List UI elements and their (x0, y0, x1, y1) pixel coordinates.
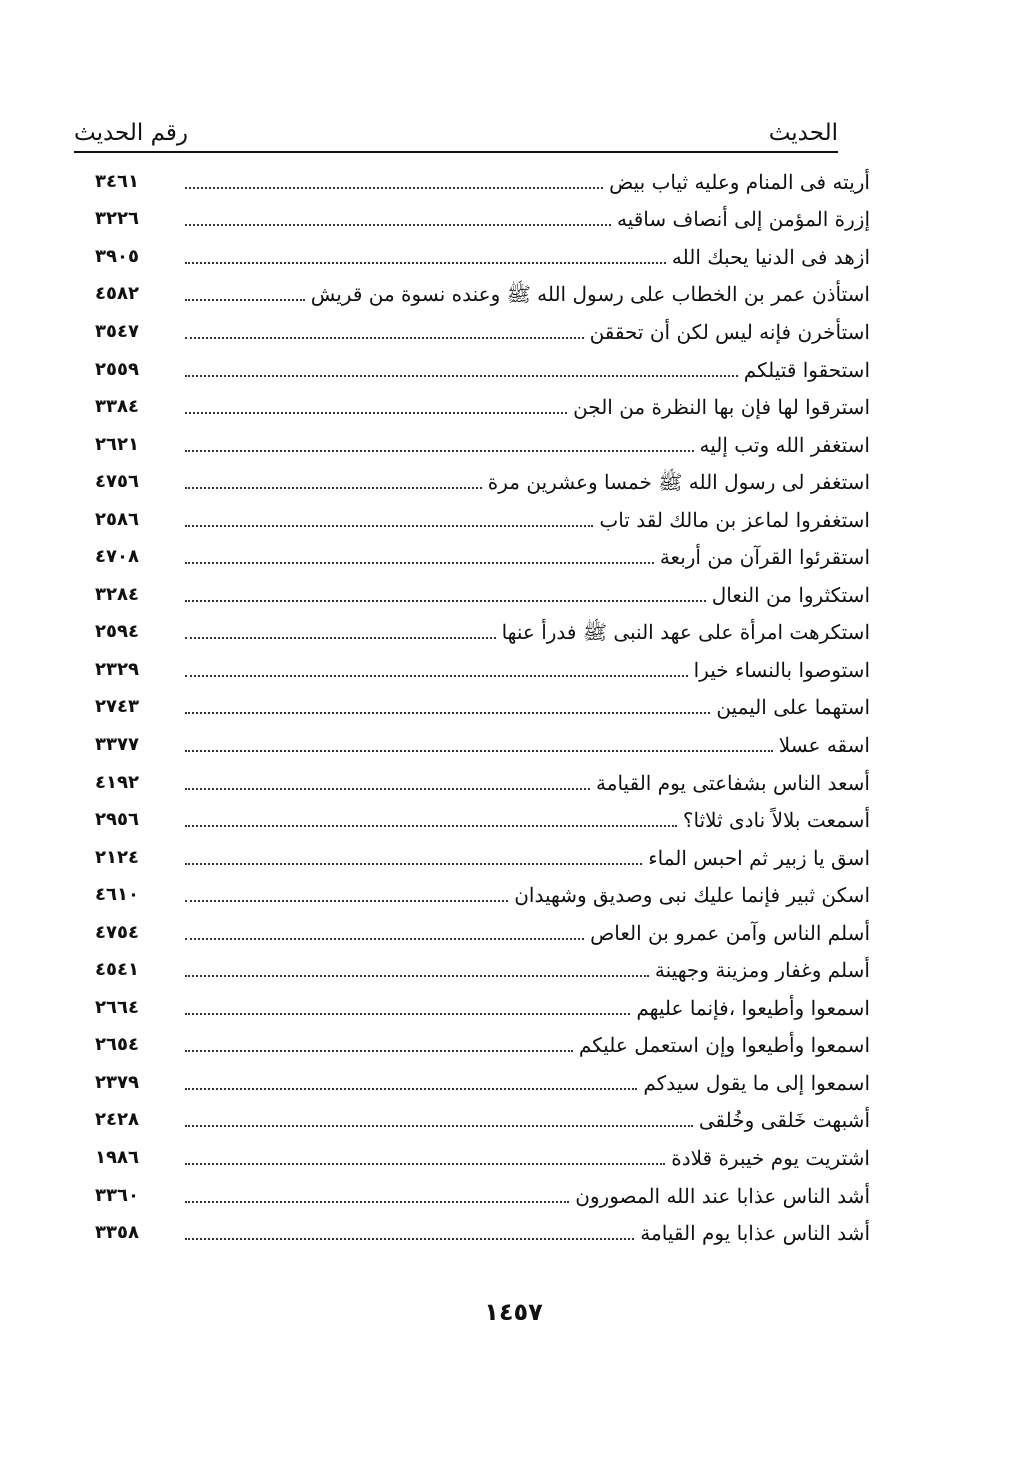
dot-leader (185, 863, 642, 865)
hadith-text: استأخرن فإنه ليس لكن أن تحققن (589, 319, 870, 344)
hadith-number: ٢٥٨٦ (95, 508, 139, 530)
hadith-number: ٣٣٦٠ (95, 1184, 139, 1206)
index-entry (95, 1177, 870, 1215)
index-entry (95, 1139, 870, 1177)
dot-leader (185, 900, 508, 902)
page-number: ١٤٥٧ (484, 1298, 543, 1326)
hadith-number: ٣٥٤٧ (95, 320, 139, 342)
index-entry (95, 876, 870, 914)
dot-leader (185, 1238, 634, 1240)
index-entry (95, 538, 870, 576)
header-hadith-label: الحديث (768, 120, 838, 146)
hadith-number: ٤٦١٠ (95, 884, 139, 906)
dot-leader (185, 224, 611, 226)
hadith-number: ٤٥٤١ (95, 959, 139, 981)
index-entry (95, 163, 870, 201)
hadith-number: ٤٧٥٤ (95, 921, 139, 943)
hadith-text: إزرة المؤمن إلى أنصاف ساقيه (616, 207, 870, 232)
index-entry (95, 501, 870, 539)
hadith-number: ٣٣٨٤ (95, 396, 139, 418)
hadith-text: استكرهت امرأة على عهد النبى ﷺ فدرأ عنها (501, 620, 870, 645)
dot-leader (185, 450, 694, 452)
hadith-text: استكثروا من النعال (711, 582, 870, 607)
dot-leader (185, 375, 738, 377)
dot-leader (185, 299, 305, 301)
index-entry (95, 839, 870, 877)
hadith-text: استغفروا لماعز بن مالك لقد تاب (599, 507, 870, 532)
hadith-text: أشبهت خَلقى وخُلقى (698, 1108, 870, 1133)
index-entry (95, 313, 870, 351)
dot-leader (185, 1201, 569, 1203)
index-entry (95, 764, 870, 802)
hadith-number: ٢٤٢٨ (95, 1109, 139, 1131)
index-entry (95, 614, 870, 652)
hadith-number: ٣٣٧٧ (95, 733, 139, 755)
hadith-text: اسكن ثبير فإنما عليك نبى وصديق وشهيدان (514, 883, 870, 908)
hadith-number: ٤٧٥٦ (95, 471, 139, 493)
hadith-text: اسمعوا وأطيعوا ،فإنما عليهم (636, 995, 870, 1020)
header-rule (74, 151, 838, 153)
hadith-number: ٢٥٩٤ (95, 621, 139, 643)
dot-leader (185, 187, 603, 189)
hadith-number: ٢٦٦٤ (95, 996, 139, 1018)
index-entry (95, 576, 870, 614)
hadith-text: اسمعوا إلى ما يقول سيدكم (643, 1070, 870, 1095)
hadith-text: استقرئوا القرآن من أربعة (659, 545, 870, 570)
hadith-number: ٢٧٤٣ (95, 696, 139, 718)
hadith-text: استوصوا بالنساء خيرا (693, 657, 870, 682)
hadith-text: أريته فى المنام وعليه ثياب بيض (609, 169, 870, 194)
hadith-number: ٣٢٨٤ (95, 583, 139, 605)
hadith-text: استأذن عمر بن الخطاب على رسول الله ﷺ وعنده نسوة من قريش (310, 282, 870, 307)
hadith-number: ٣٤٦١ (95, 170, 139, 192)
index-entry (95, 914, 870, 952)
hadith-index-list (95, 163, 870, 1252)
dot-leader (185, 975, 649, 977)
dot-leader (185, 750, 773, 752)
dot-leader (185, 675, 688, 677)
dot-leader (185, 938, 584, 940)
index-entry (95, 238, 870, 276)
index-entry (95, 689, 870, 727)
hadith-number: ٢٦٥٤ (95, 1034, 139, 1056)
hadith-text: أسعد الناس بشفاعتى يوم القيامة (596, 770, 870, 795)
dot-leader (185, 1125, 693, 1127)
hadith-text: استحقوا قتيلكم (743, 357, 870, 382)
dot-leader (185, 1013, 630, 1015)
hadith-text: ازهد فى الدنيا يحبك الله (671, 244, 870, 269)
index-entry (95, 463, 870, 501)
index-entry (95, 1214, 870, 1252)
dot-leader (185, 337, 584, 339)
index-entry (95, 388, 870, 426)
dot-leader (185, 1163, 665, 1165)
hadith-number: ٤٧٠٨ (95, 546, 139, 568)
hadith-text: استغفر الله وتب إليه (699, 432, 870, 457)
page-header (74, 104, 838, 146)
dot-leader (185, 525, 593, 527)
dot-leader (185, 637, 496, 639)
index-entry (95, 351, 870, 389)
hadith-text: أشد الناس عذابا عند الله المصورون (575, 1183, 870, 1208)
dot-leader (185, 1088, 637, 1090)
hadith-text: اسمعوا وأطيعوا وإن استعمل عليكم (578, 1033, 870, 1058)
hadith-number: ٤١٩٢ (95, 771, 139, 793)
hadith-number: ٤٥٨٢ (95, 283, 139, 305)
dot-leader (185, 562, 654, 564)
hadith-number: ٣٢٢٦ (95, 208, 139, 230)
hadith-text: أسمعت بلالاً نادى ثلاثا؟ (682, 808, 870, 833)
index-entry (95, 951, 870, 989)
index-entry (95, 801, 870, 839)
hadith-number: ٢٥٥٩ (95, 358, 139, 380)
hadith-number: ٣٣٥٨ (95, 1222, 139, 1244)
hadith-number: ٢٦٢١ (95, 433, 139, 455)
hadith-number: ٢٣٢٩ (95, 658, 139, 680)
index-entry (95, 426, 870, 464)
hadith-text: اسقه عسلا (778, 732, 870, 757)
header-number-label: رقم الحديث (74, 120, 189, 146)
hadith-number: ٢٩٥٦ (95, 809, 139, 831)
hadith-number: ٣٩٠٥ (95, 245, 139, 267)
hadith-number: ٢٣٧٩ (95, 1071, 139, 1093)
index-entry (95, 1027, 870, 1065)
hadith-text: أشد الناس عذابا يوم القيامة (640, 1221, 870, 1246)
dot-leader (185, 788, 590, 790)
dot-leader (185, 825, 677, 827)
index-entry (95, 276, 870, 314)
hadith-text: استهما على اليمين (716, 695, 870, 720)
dot-leader (185, 712, 710, 714)
index-entry (95, 201, 870, 239)
hadith-number: ١٩٨٦ (95, 1146, 139, 1168)
dot-leader (185, 412, 567, 414)
hadith-text: اشتريت يوم خيبرة قلادة (671, 1145, 870, 1170)
hadith-text: أسلم الناس وآمن عمرو بن العاص (590, 920, 870, 945)
index-entry (95, 1064, 870, 1102)
dot-leader (185, 487, 482, 489)
index-entry (95, 726, 870, 764)
hadith-text: استغفر لى رسول الله ﷺ خمسا وعشرين مرة (487, 470, 870, 495)
dot-leader (185, 262, 666, 264)
dot-leader (185, 600, 706, 602)
hadith-text: استرقوا لها فإن بها النظرة من الجن (573, 395, 870, 420)
hadith-number: ٢١٢٤ (95, 846, 139, 868)
hadith-text: أسلم وغفار ومزينة وجهينة (654, 958, 870, 983)
index-entry (95, 651, 870, 689)
index-entry (95, 1102, 870, 1140)
index-entry (95, 989, 870, 1027)
hadith-text: اسق يا زبير ثم احبس الماء (648, 845, 870, 870)
dot-leader (185, 1050, 573, 1052)
